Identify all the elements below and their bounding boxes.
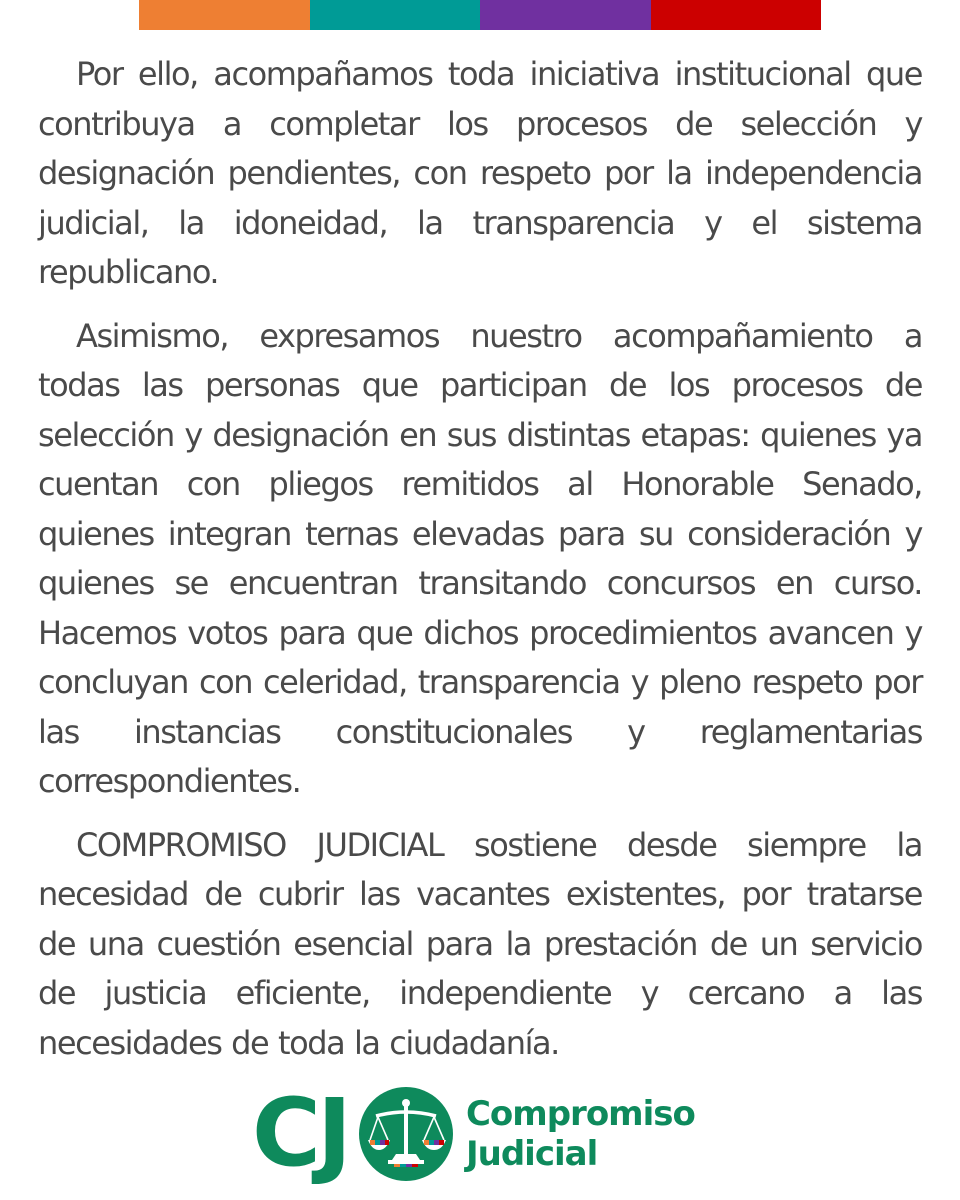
color-bar-purple — [480, 0, 651, 30]
logo-name-line2: Judicial — [465, 1134, 598, 1174]
logo-name-line1: Compromiso — [465, 1094, 695, 1134]
compromiso-judicial-logo — [252, 1079, 695, 1188]
scales-of-justice-icon — [358, 1086, 454, 1182]
brand-color-bar — [139, 0, 821, 30]
statement-body — [38, 50, 922, 1082]
color-bar-orange — [139, 0, 310, 30]
paragraph-3: COMPROMISO JUDICIAL sostiene desde siempre la necesidad de cubrir las vacantes existentes, por tratarse de una cuestión esencial para la prestación de un servicio de justicia eficiente, independiente y cercano a las necesidades de toda la ciudadanía. — [38, 825, 922, 1062]
color-bar-teal — [310, 0, 481, 30]
logo-initials: CJ — [252, 1079, 348, 1188]
paragraph-1: Por ello, acompañamos toda iniciativa institucional que contribuya a completar los procesos de selección y designación pendientes, con respeto por la independencia judicial, la idoneidad, la transparencia y el sistema republicano. — [38, 55, 922, 291]
paragraph-2: Asimismo, expresamos nuestro acompañamiento a todas las personas que participan de los procesos de selección y designación en sus distintas etapas: quienes ya cuentan con pliegos remitidos al Honorable Senado, quienes integran ternas elevadas para su consideración y quienes se encuentran transitando concursos en curso. Hacemos votos para que dichos procedimientos avancen y concluyan con celeridad, transparencia y pleno respeto por las instancias constitucionales y reglamentarias correspondientes. — [38, 316, 922, 800]
logo-name — [466, 1094, 695, 1174]
color-bar-red — [651, 0, 822, 30]
